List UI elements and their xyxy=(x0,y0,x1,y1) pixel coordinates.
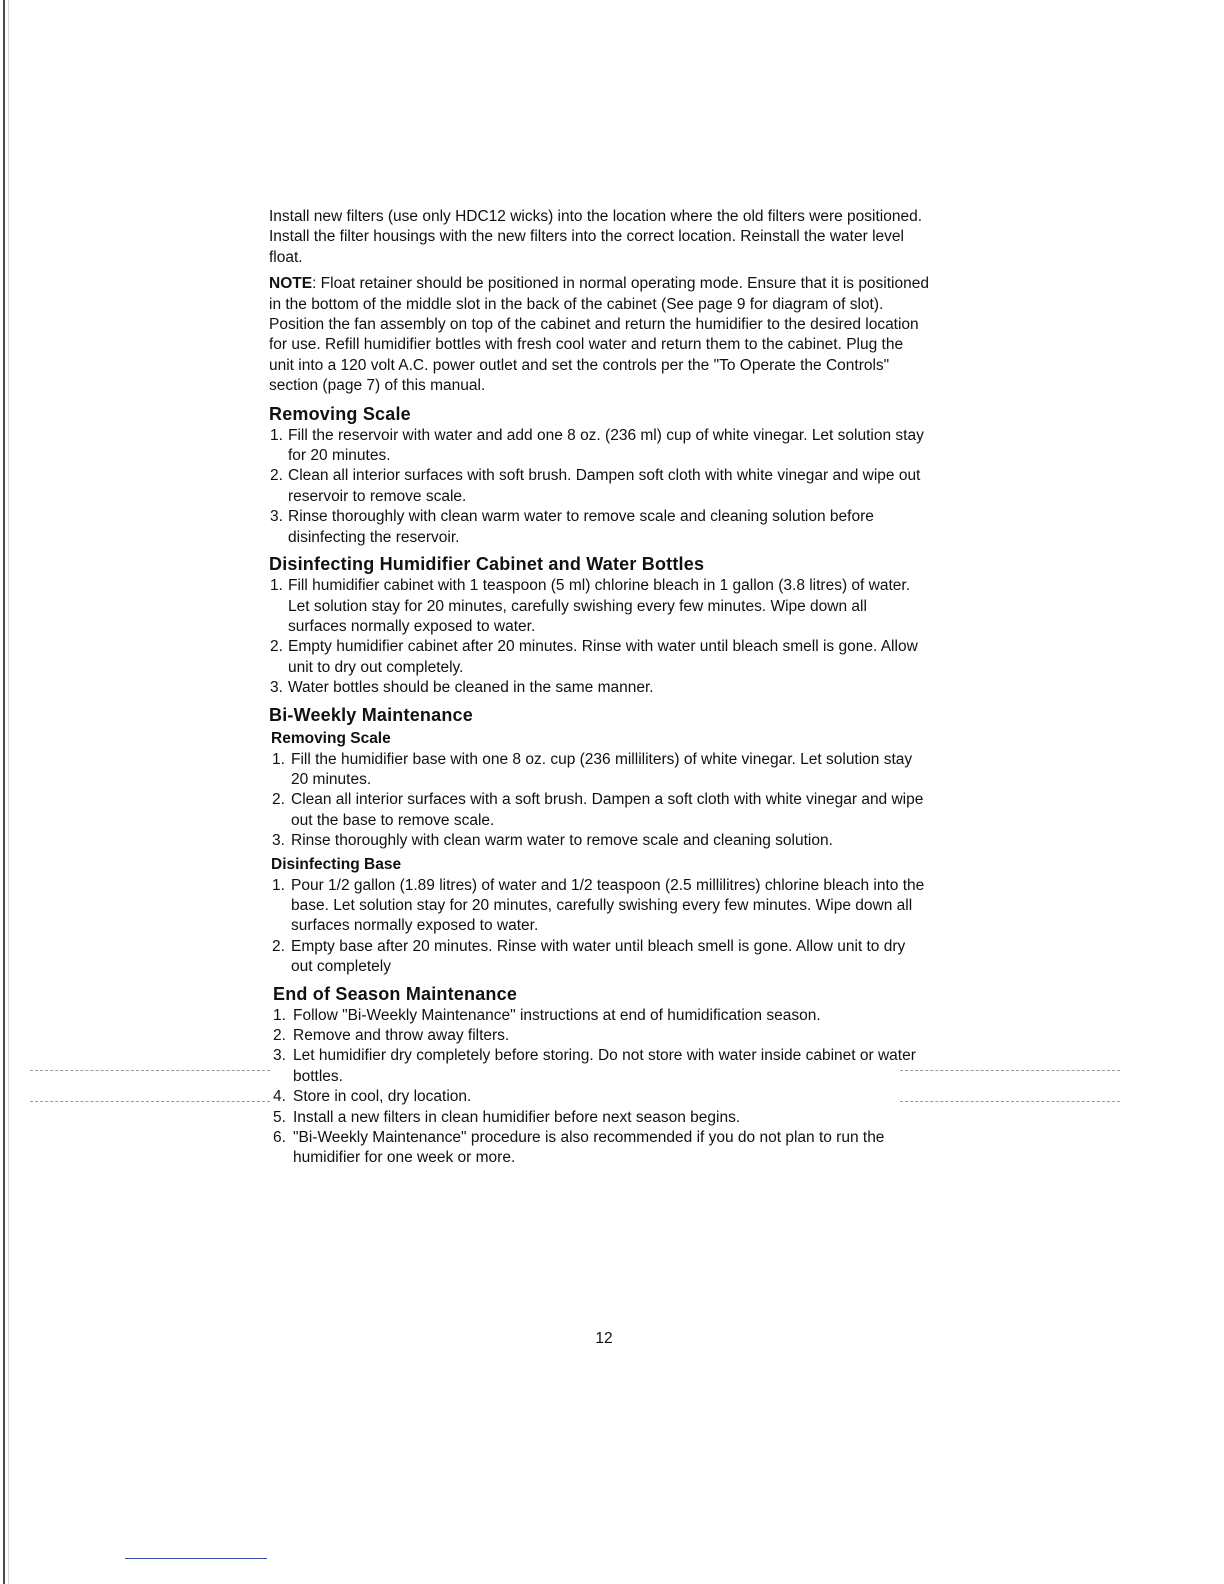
removing-scale-heading: Removing Scale xyxy=(269,403,411,424)
scan-artifact-line xyxy=(900,1101,1120,1102)
scan-artifact-line xyxy=(900,1070,1120,1071)
end-of-season-heading: End of Season Maintenance xyxy=(273,983,518,1004)
disinfecting-list xyxy=(269,576,929,698)
list-item: 1. Fill the humidifier base with one 8 oz. cup (236 milliliters) of white vinegar. Let solution stay 20 minutes. xyxy=(272,750,913,788)
list-item: 4. Store in cool, dry location. xyxy=(273,1088,472,1106)
scan-edge-line xyxy=(3,0,5,1584)
biweekly-removing-scale-subheading: Removing Scale xyxy=(271,729,391,747)
list-item: 2. Clean all interior surfaces with soft brush. Dampen soft cloth with white vinegar and wipe out reservoir to remove scale. xyxy=(270,467,921,505)
list-item: 3. Let humidifier dry completely before storing. Do not store with water inside cabinet or water bottles. xyxy=(273,1047,916,1085)
biweekly-removing-scale-list xyxy=(269,750,929,852)
list-item: 2. Empty humidifier cabinet after 20 minutes. Rinse with water until bleach smell is gone. Allow unit to dry out completely. xyxy=(270,638,918,676)
scan-artifact-line xyxy=(30,1070,270,1071)
list-item: 1. Fill humidifier cabinet with 1 teaspoon (5 ml) chlorine bleach in 1 gallon (3.8 litres) of water. Let solution stay for 20 minutes, carefully swishing every few minutes. Wipe down all surfaces normally exposed to water. xyxy=(270,577,911,635)
disinfecting-base-subheading: Disinfecting Base xyxy=(271,855,402,873)
page-number: 12 xyxy=(595,1330,613,1347)
disinfecting-base-list xyxy=(269,876,929,978)
scan-edge-shadow xyxy=(8,0,9,1584)
fan-assembly-paragraph: Position the fan assembly on top of the cabinet and return the humidifier to the desired location for use. Refill humidifier bottles with fresh cool water and return them to the cabinet. Plug the unit into a 120 volt A.C. power outlet and set the controls per the "To Operate the Controls" section (page 7) of this manual. xyxy=(269,316,919,395)
list-item: 3. Rinse thoroughly with clean warm water to remove scale and cleaning solution before disinfecting the reservoir. xyxy=(270,508,874,546)
list-item: 2. Clean all interior surfaces with a soft brush. Dampen a soft cloth with white vinegar and wipe out the base to remove scale. xyxy=(272,791,924,829)
list-item: 5. Install a new filters in clean humidifier before next season begins. xyxy=(273,1108,741,1126)
note-text: : Float retainer should be positioned in normal operating mode. Ensure that it is positioned in the bottom of the middle slot in the back of the cabinet (See page 9 for diagram of slot). xyxy=(269,275,929,313)
list-item: 1. Pour 1/2 gallon (1.89 litres) of water and 1/2 teaspoon (2.5 millilitres) chlorine bleach into the base. Let solution stay for 20 minutes, carefully swishing every few minutes. Wipe down all surfaces normally exposed to water. xyxy=(272,876,925,935)
intro-paragraph: Install new filters (use only HDC12 wicks) into the location where the old filters were positioned. Install the filter housings with the new filters into the correct location. Reinstall the water level float. xyxy=(269,208,923,266)
footer-rule xyxy=(125,1558,267,1559)
page-content xyxy=(269,207,929,1169)
list-item: 3. Water bottles should be cleaned in the same manner. xyxy=(270,679,654,697)
biweekly-heading: Bi-Weekly Maintenance xyxy=(269,704,473,725)
scan-artifact-line xyxy=(30,1101,270,1102)
note-paragraph xyxy=(269,274,929,315)
disinfecting-heading: Disinfecting Humidifier Cabinet and Water Bottles xyxy=(269,554,705,575)
list-item: 1. Fill the reservoir with water and add one 8 oz. (236 ml) cup of white vinegar. Let solution stay for 20 minutes. xyxy=(270,426,924,465)
list-item: 2. Empty base after 20 minutes. Rinse with water until bleach smell is gone. Allow unit to dry out completely xyxy=(272,937,906,976)
list-item: 1. Follow "Bi-Weekly Maintenance" instructions at end of humidification season. xyxy=(273,1006,821,1024)
end-of-season-list xyxy=(269,1006,929,1169)
removing-scale-list xyxy=(269,426,929,548)
list-item: 6. "Bi-Weekly Maintenance" procedure is also recommended if you do not plan to run the humidifier for one week or more. xyxy=(273,1129,885,1167)
list-item: 2. Remove and throw away filters. xyxy=(273,1027,510,1044)
note-label: NOTE xyxy=(269,275,313,293)
list-item: 3. Rinse thoroughly with clean warm water to remove scale and cleaning solution. xyxy=(272,832,833,850)
